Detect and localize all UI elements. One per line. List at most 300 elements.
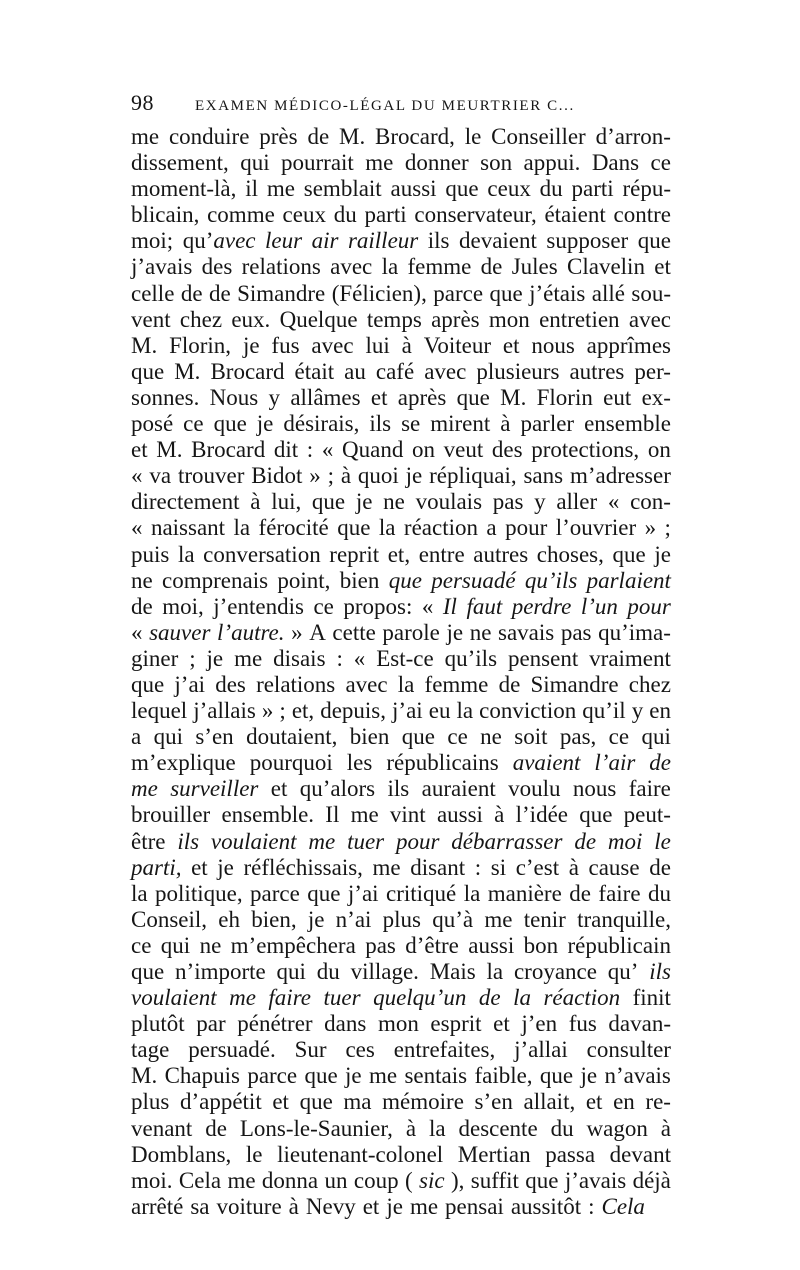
word: voiture xyxy=(216,1193,282,1219)
word: va xyxy=(149,463,172,489)
word: réaction xyxy=(403,515,478,541)
word: la xyxy=(378,515,396,541)
text-line xyxy=(131,620,671,646)
word: relations xyxy=(256,671,336,697)
word: Florin, xyxy=(169,332,232,358)
word: et xyxy=(654,254,671,280)
italic-word: que xyxy=(388,567,422,593)
word: conduire xyxy=(168,124,250,149)
italic-word: surveiller xyxy=(170,776,259,802)
word: voulu xyxy=(508,776,561,802)
word: femme xyxy=(407,254,472,280)
word: manière xyxy=(487,880,562,906)
italic-word: débarrasser xyxy=(451,828,563,854)
word: apprîmes xyxy=(586,332,671,358)
word: sans xyxy=(523,463,564,489)
word: quoi xyxy=(357,463,399,489)
word: bien xyxy=(349,724,390,750)
word: j’avais xyxy=(131,254,193,280)
italic-word: voulaient xyxy=(131,985,217,1011)
word: davan- xyxy=(608,1011,671,1037)
word: la xyxy=(463,880,481,906)
word: entretien xyxy=(539,306,620,332)
word: au xyxy=(344,358,366,384)
word: qui xyxy=(153,724,183,750)
word: M. xyxy=(339,124,366,149)
word: plus xyxy=(131,1089,170,1115)
text-line xyxy=(131,1168,671,1194)
word: aller xyxy=(556,489,598,515)
word: la xyxy=(381,254,399,280)
word: » xyxy=(261,698,274,724)
word: dans xyxy=(324,1011,367,1037)
text-line xyxy=(131,307,671,333)
word: Voiteur xyxy=(423,332,491,358)
text-line xyxy=(131,1142,671,1168)
word: m’adresser xyxy=(569,463,671,489)
word: lieutenant-colonel xyxy=(277,1141,444,1167)
italic-word: ils xyxy=(649,959,671,984)
word: qu’ xyxy=(607,959,639,984)
word: politique, xyxy=(155,880,243,906)
word: devaient xyxy=(459,228,537,254)
word: réfléchissais, xyxy=(243,854,363,880)
word: et xyxy=(493,1011,510,1037)
italic-word: faire xyxy=(268,985,312,1011)
italic-word: me xyxy=(131,776,158,802)
word: Quand xyxy=(342,437,404,463)
italic-word: parlaient xyxy=(586,567,671,593)
word: con- xyxy=(630,489,671,515)
word: avec xyxy=(628,306,671,332)
word: la xyxy=(456,698,474,724)
word: ensemble. xyxy=(221,802,315,828)
word: ne xyxy=(199,932,222,958)
word: de xyxy=(480,254,503,280)
word: je xyxy=(307,906,325,932)
word: à xyxy=(494,802,505,828)
word: du xyxy=(333,202,357,228)
word: Sur xyxy=(294,1037,327,1063)
word: que xyxy=(337,515,371,541)
word: pourquoi xyxy=(249,750,333,776)
italic-word: qu’ils xyxy=(524,567,578,593)
word: a xyxy=(131,724,142,750)
italic-word: leur xyxy=(265,228,303,254)
word: à xyxy=(250,489,261,515)
word: de xyxy=(649,854,671,880)
word: tage xyxy=(131,1037,170,1063)
word: du xyxy=(316,959,340,984)
text-line xyxy=(131,881,671,907)
word: eh xyxy=(218,906,240,932)
text-line xyxy=(131,202,671,228)
word: moi. xyxy=(131,1167,173,1193)
word: : xyxy=(588,1193,595,1219)
word: lui, xyxy=(271,489,302,515)
word: son xyxy=(480,150,513,176)
word: ce xyxy=(183,411,204,437)
italic-word: ils xyxy=(177,828,200,854)
word: que xyxy=(131,358,165,384)
word: que xyxy=(401,724,435,750)
italic-word: Cela xyxy=(601,1193,645,1219)
word: de xyxy=(131,593,153,619)
word: parti xyxy=(364,202,407,228)
word: Brocard xyxy=(191,437,266,463)
word: aussi xyxy=(436,802,483,828)
word: eut xyxy=(603,384,632,410)
text-line xyxy=(131,724,671,750)
word: et xyxy=(131,437,148,463)
word: si xyxy=(490,854,507,880)
word: républicains xyxy=(386,750,499,776)
word: que xyxy=(456,384,490,410)
word: que xyxy=(579,802,613,828)
text-line xyxy=(131,1089,671,1115)
word: de xyxy=(307,124,330,149)
word: « xyxy=(321,437,334,463)
word: me xyxy=(227,1167,256,1193)
word: nous xyxy=(531,332,575,358)
word: « xyxy=(131,515,143,541)
word: aussi xyxy=(390,176,437,202)
word: me xyxy=(365,150,394,176)
word: que xyxy=(637,228,671,254)
word: que xyxy=(445,176,479,202)
text-line xyxy=(131,568,671,594)
word: ce xyxy=(650,150,671,176)
word: y xyxy=(631,698,644,724)
word: qui xyxy=(240,150,270,176)
word: chez xyxy=(628,671,671,697)
word: « xyxy=(131,619,143,645)
text-line xyxy=(131,281,671,307)
italic-word: moi xyxy=(607,828,643,854)
italic-word: l’air xyxy=(594,750,636,776)
word: à xyxy=(401,332,412,358)
word: M. xyxy=(174,358,201,384)
text-line xyxy=(131,150,671,176)
text-line xyxy=(131,1011,671,1037)
word: des xyxy=(491,437,523,463)
text-line xyxy=(131,750,671,776)
italic-word: sauver xyxy=(149,619,211,645)
word: parole xyxy=(382,619,440,645)
word: ces xyxy=(345,1037,375,1063)
word: que xyxy=(539,1063,574,1089)
word: après xyxy=(431,306,480,332)
word: c’est xyxy=(515,854,560,880)
word: de xyxy=(180,280,203,306)
word: et xyxy=(370,384,388,410)
word: consulter xyxy=(586,1037,671,1063)
word: du xyxy=(539,176,563,202)
word: des xyxy=(215,671,246,697)
word: mirent xyxy=(430,411,491,437)
italic-word: voulaient xyxy=(210,828,297,854)
word: d’arron- xyxy=(595,124,671,149)
word: je xyxy=(345,1063,362,1089)
word: « xyxy=(607,489,620,515)
word: ex- xyxy=(641,384,671,410)
word: Bidot xyxy=(251,463,303,489)
word: y xyxy=(534,489,546,515)
word: me xyxy=(484,906,513,932)
word: vint xyxy=(389,802,426,828)
word: que xyxy=(307,880,341,906)
word: per- xyxy=(634,358,671,384)
word: n’ai xyxy=(335,906,372,932)
word: la xyxy=(177,541,195,567)
word: ceux xyxy=(487,176,531,202)
text-line xyxy=(131,411,671,437)
word: je xyxy=(206,645,224,671)
word: passa xyxy=(545,1141,596,1167)
word: Domblans, xyxy=(131,1141,232,1167)
word: à xyxy=(660,1115,671,1141)
word: j’ai xyxy=(392,698,423,724)
word: sentais xyxy=(404,1063,468,1089)
word: Jules xyxy=(511,254,558,280)
word: arrêté xyxy=(131,1193,184,1219)
text-line xyxy=(131,829,671,855)
word: et, xyxy=(291,698,315,724)
word: répu- xyxy=(622,176,671,202)
word: lui xyxy=(365,332,390,358)
text-line xyxy=(131,489,671,515)
text-line xyxy=(131,959,671,985)
italic-word: me xyxy=(308,828,336,854)
word: eu xyxy=(428,698,451,724)
word: contre xyxy=(613,202,671,228)
word: de xyxy=(498,671,521,697)
word: » xyxy=(644,515,657,541)
word: et, xyxy=(387,541,411,567)
word: vraiment xyxy=(589,645,671,671)
word: parti xyxy=(571,176,614,202)
word: (Félicien), xyxy=(331,280,427,306)
word: j’allai xyxy=(514,1037,568,1063)
word: ne xyxy=(469,619,492,645)
word: a xyxy=(486,515,497,541)
word: de xyxy=(205,1115,227,1141)
text-line xyxy=(131,802,671,828)
word: j’allais xyxy=(193,698,256,724)
word: ensemble xyxy=(584,411,671,437)
word: conviction xyxy=(479,698,577,724)
italic-word: avaient xyxy=(512,750,581,776)
word: qu’il xyxy=(582,698,626,724)
word: par xyxy=(196,1011,226,1037)
text-line xyxy=(131,1194,671,1220)
italic-word: Il xyxy=(442,593,457,619)
word: allâmes xyxy=(290,384,361,410)
word: protections, xyxy=(531,437,640,463)
word: pas xyxy=(492,489,524,515)
word: posé xyxy=(131,411,174,437)
word: pourrait xyxy=(281,150,354,176)
word: m’explique xyxy=(131,750,236,776)
italic-word: me xyxy=(229,985,256,1011)
word: mon xyxy=(488,306,530,332)
word: parce xyxy=(250,880,300,906)
word: faire xyxy=(598,880,641,906)
italic-word: le xyxy=(654,828,671,854)
text-line xyxy=(131,515,671,541)
word: Nevy xyxy=(305,1193,356,1219)
word: M. xyxy=(131,1063,158,1089)
italic-word: réaction xyxy=(543,985,621,1011)
word: directement xyxy=(131,489,240,515)
text-line xyxy=(131,176,671,202)
word: conservateur, xyxy=(414,202,537,228)
word: appui. xyxy=(523,150,581,176)
word: temps xyxy=(366,306,422,332)
word: que xyxy=(299,1089,333,1115)
running-header xyxy=(131,90,671,120)
word: l’ouvrier xyxy=(555,515,637,541)
word: autres xyxy=(569,358,625,384)
word: désirais, xyxy=(283,411,360,437)
italic-word: l’autre. xyxy=(217,619,285,645)
word: me xyxy=(131,124,160,149)
word: blicain, xyxy=(131,202,200,228)
word: républicain xyxy=(567,932,671,958)
word: de xyxy=(569,880,591,906)
word: en xyxy=(613,1089,635,1115)
word: à xyxy=(568,854,579,880)
italic-word: la xyxy=(513,985,531,1011)
word: pas xyxy=(560,619,592,645)
word: allait, xyxy=(523,1089,576,1115)
word: Mais xyxy=(429,959,476,984)
word: finit xyxy=(632,985,671,1011)
text-line xyxy=(131,385,671,411)
word: pas, xyxy=(559,724,597,750)
text-line xyxy=(131,463,671,489)
italic-word: faut xyxy=(466,593,503,619)
text-line xyxy=(131,333,671,359)
word: que xyxy=(131,959,165,984)
word: ceux xyxy=(282,202,326,228)
word: je xyxy=(355,489,373,515)
word: puis xyxy=(131,541,170,567)
word: trouver xyxy=(177,463,245,489)
word: propos: xyxy=(343,593,413,619)
word: Est-ce xyxy=(376,645,434,671)
word: à xyxy=(405,1115,417,1141)
italic-word: parti, xyxy=(131,854,182,880)
word: parler xyxy=(520,411,575,437)
word: Conseiller xyxy=(491,124,586,149)
word: Conseil, xyxy=(131,906,208,932)
word: je xyxy=(256,411,274,437)
word: comme xyxy=(207,202,275,228)
text-line xyxy=(131,698,671,724)
running-title: EXAMEN MÉDICO-LÉGAL DU MEURTRIER C... xyxy=(195,98,575,114)
word: avec xyxy=(345,671,388,697)
word: « xyxy=(421,593,434,619)
italic-word: de xyxy=(574,828,597,854)
word: moment-là, xyxy=(131,176,237,202)
text-line xyxy=(131,1116,671,1142)
word: sonnes. xyxy=(131,384,200,410)
text-line xyxy=(131,985,671,1011)
word: village. xyxy=(350,959,419,984)
word: allé xyxy=(591,280,625,306)
word: qu’à xyxy=(432,906,474,932)
word: férocité xyxy=(258,515,329,541)
word: donna xyxy=(261,1167,319,1193)
word: cause xyxy=(588,854,640,880)
word: ; xyxy=(189,645,196,671)
word: j’avais xyxy=(564,1167,627,1193)
word: s’en xyxy=(195,724,234,750)
word: s’en xyxy=(474,1089,513,1115)
word: relations xyxy=(241,254,321,280)
text-line xyxy=(131,124,671,150)
word: me xyxy=(372,854,401,880)
word: nous xyxy=(572,776,617,802)
word: que xyxy=(489,280,523,306)
word: ils xyxy=(427,228,450,254)
text-line xyxy=(131,776,671,802)
word: Brocard, xyxy=(375,124,455,149)
word: je xyxy=(405,463,423,489)
word: » xyxy=(309,463,321,489)
word: du xyxy=(647,880,671,906)
word: faire xyxy=(628,776,671,802)
word: chez xyxy=(179,306,223,332)
word: persuadé. xyxy=(188,1037,276,1063)
word: étaient xyxy=(544,202,606,228)
text-line xyxy=(131,855,671,881)
word: me xyxy=(350,802,379,828)
word: brouiller xyxy=(131,802,211,828)
word: et xyxy=(502,332,520,358)
word: auraient xyxy=(421,776,496,802)
word: j’entendis xyxy=(213,593,304,619)
page-number: 98 xyxy=(131,90,154,115)
italic-word: railleur xyxy=(347,228,419,254)
word: devant xyxy=(609,1141,671,1167)
word: qu’alors xyxy=(299,776,376,802)
word: près xyxy=(259,124,298,149)
italic-word: pour xyxy=(395,828,440,854)
word: supposer xyxy=(546,228,629,254)
word: n’avais xyxy=(604,1063,671,1089)
word: giner xyxy=(131,645,179,671)
word: savais xyxy=(498,619,555,645)
text-line xyxy=(131,933,671,959)
word: ils xyxy=(369,411,392,437)
italic-word: tuer xyxy=(323,985,361,1011)
word: qui xyxy=(160,932,191,958)
word: se xyxy=(401,411,421,437)
word: croyance xyxy=(513,959,597,984)
word: Brocard xyxy=(210,358,285,384)
word: ), xyxy=(450,1167,465,1193)
word: re- xyxy=(645,1089,671,1115)
word: y xyxy=(268,384,281,410)
word: wagon xyxy=(586,1115,648,1141)
word: fus xyxy=(568,1011,597,1037)
word: me xyxy=(266,176,295,202)
word: parce xyxy=(433,280,484,306)
word: Cela xyxy=(178,1167,222,1193)
word: la xyxy=(428,1115,446,1141)
